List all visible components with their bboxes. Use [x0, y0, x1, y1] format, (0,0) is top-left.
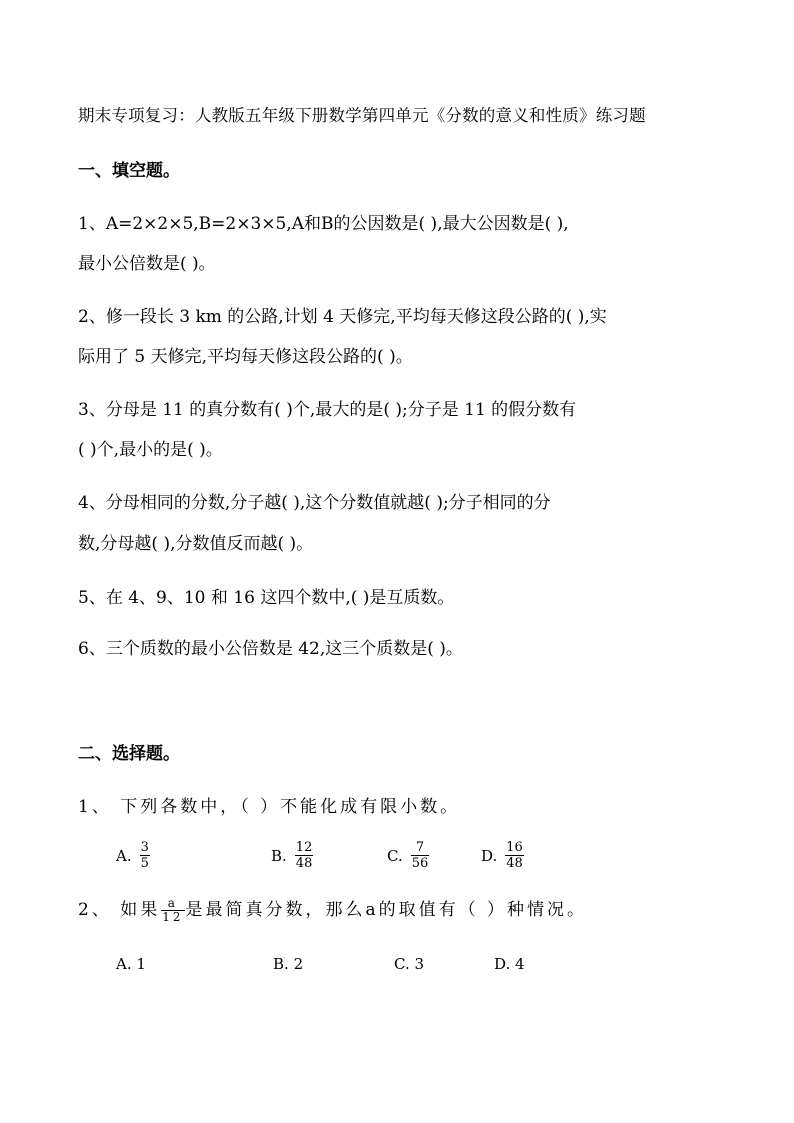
option-label: B.	[273, 955, 289, 973]
option-value: 4	[515, 955, 525, 973]
question3-line1: 3、分母是 11 的真分数有( )个,最大的是( );分子是 11 的假分数有	[78, 400, 577, 420]
option-label: A.	[116, 846, 132, 865]
choice-q1-option-b	[271, 840, 313, 871]
question3-line2: ( )个,最小的是( )。	[78, 440, 223, 460]
fraction-denominator: 5	[140, 856, 149, 871]
choice-question1-text: 1、 下列各数中，（ ）不能化成有限小数。	[78, 797, 461, 817]
option-label: A.	[116, 955, 132, 973]
fraction	[140, 840, 150, 871]
question4-line1: 4、分母相同的分数,分子越( ),这个分数值就越( );分子相同的分	[78, 493, 551, 513]
choice-q2-option-a	[116, 954, 146, 974]
option-value: 2	[293, 955, 304, 973]
inline-fraction	[161, 897, 184, 924]
option-label: C.	[394, 955, 410, 973]
question1-line2: 最小公倍数是( )。	[78, 254, 216, 274]
choice-question2-text	[78, 897, 587, 924]
fraction-numerator: 12	[295, 840, 313, 855]
question1-line1: 1、A=2×2×5,B=2×3×5,A和B的公因数是( ),最大公因数是( ),	[78, 214, 569, 234]
fraction-numerator: a	[161, 897, 184, 911]
section2-heading: 二、选择题。	[78, 744, 180, 764]
question2-line1: 2、修一段长 3 km 的公路,计划 4 天修完,平均每天修这段公路的( ),实	[78, 307, 607, 327]
choice-q1-option-a	[116, 840, 150, 871]
question6: 6、三个质数的最小公倍数是 42,这三个质数是( )。	[78, 639, 463, 659]
option-label: C.	[387, 846, 403, 865]
choice-q1-option-d	[481, 840, 524, 871]
question2-suffix: 是最简真分数，那么a的取值有（ ）种情况。	[185, 900, 588, 920]
fraction-denominator: 48	[506, 856, 523, 871]
fraction-denominator: 56	[411, 856, 429, 871]
choice-q1-option-c	[387, 840, 429, 871]
section1-heading: 一、填空题。	[78, 161, 180, 181]
option-label: B.	[271, 846, 287, 865]
fraction-numerator: 16	[506, 840, 523, 855]
question4-line2: 数,分母越( ),分数值反而越( )。	[78, 534, 314, 554]
fraction-denominator: 12	[162, 910, 184, 924]
fraction-denominator: 48	[295, 856, 313, 871]
fraction-numerator: 3	[140, 840, 149, 855]
fraction-numerator: 7	[411, 840, 430, 856]
option-label: D.	[481, 846, 498, 865]
document-title: 期末专项复习：人教版五年级下册数学第四单元《分数的意义和性质》练习题	[78, 106, 646, 125]
fraction	[295, 840, 314, 871]
choice-q2-option-c	[394, 954, 424, 974]
option-value: 3	[414, 955, 425, 973]
fraction	[505, 840, 524, 871]
choice-q2-option-d	[494, 954, 525, 974]
question2-prefix: 2、 如果	[78, 900, 161, 920]
choice-q2-option-b	[273, 954, 303, 974]
option-label: D.	[494, 955, 511, 973]
question5: 5、在 4、9、10 和 16 这四个数中,( )是互质数。	[78, 588, 455, 608]
fraction	[411, 840, 430, 871]
question2-line2: 际用了 5 天修完,平均每天修这段公路的( )。	[78, 347, 413, 367]
option-value: 1	[136, 955, 146, 973]
